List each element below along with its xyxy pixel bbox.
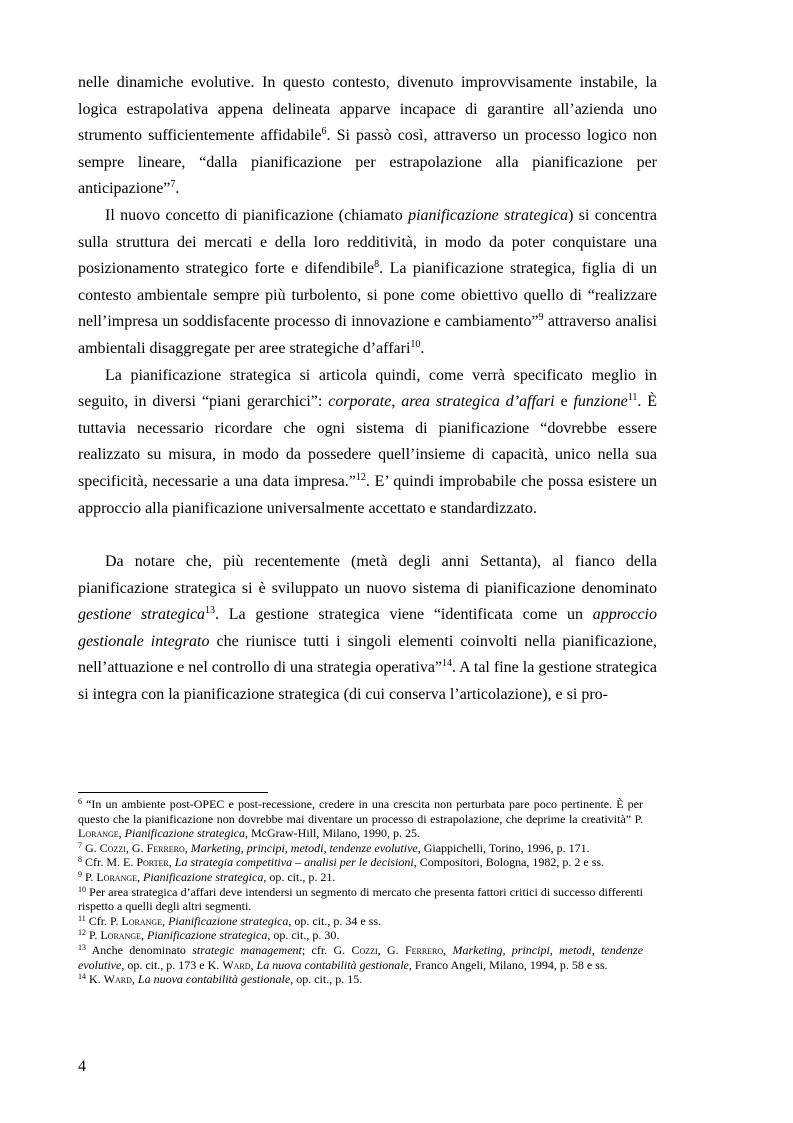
text-run: P. xyxy=(86,928,101,943)
italic-text: area strategica d’affari xyxy=(401,393,555,411)
italic-text: Pianificazione strategica xyxy=(143,869,264,884)
footnote xyxy=(78,885,643,914)
text-run: , Franco Angeli, Milano, 1994, p. 58 e ss. xyxy=(408,957,608,972)
footnote-ref: 12 xyxy=(355,471,366,483)
italic-text: Pianificazione strategica xyxy=(124,826,245,841)
text-run: attraverso analisi ambientali disaggregate per aree strategiche d’affari xyxy=(78,313,657,357)
italic-text: Marketing, principi, metodi, tendenze evolutive xyxy=(78,942,644,972)
author-name: Lorange xyxy=(96,869,138,884)
italic-text: gestione strategica xyxy=(78,606,206,624)
text-run: , xyxy=(137,869,144,884)
italic-text: strategic management xyxy=(192,942,302,957)
italic-text: Marketing, principi, metodi, tendenze evolutive xyxy=(190,840,418,855)
footnote xyxy=(78,972,643,987)
footnote xyxy=(78,928,643,943)
footnote xyxy=(78,855,643,870)
footnote-ref: 10 xyxy=(78,884,86,894)
text-run: P. xyxy=(82,869,97,884)
author-name: Cozzi xyxy=(351,942,378,957)
footnote xyxy=(78,870,643,885)
footnote-ref: 9 xyxy=(538,312,544,324)
footnote-separator xyxy=(78,792,268,793)
footnotes xyxy=(78,797,643,987)
italic-text: La strategia competitiva – analisi per le decisioni xyxy=(174,855,414,870)
text-run: , G. xyxy=(377,942,405,957)
text-run: , op. cit., p. 173 e K. xyxy=(121,957,223,972)
text-run: Per area strategica d’affari deve intendersi un segmento di mercato che presenta fattori critici di successo differenti rispetto a quelli degli altri segmenti. xyxy=(78,884,643,914)
italic-text: corporate xyxy=(328,393,392,411)
footnote-ref: 13 xyxy=(78,942,86,952)
text-run: Cfr. P. xyxy=(85,913,122,928)
italic-text: La nuova contabilità gestionale xyxy=(256,957,409,972)
main-text xyxy=(78,70,657,709)
footnote-ref: 8 xyxy=(374,259,380,271)
text-run: . xyxy=(420,339,425,357)
footnote-ref: 7 xyxy=(78,840,82,850)
footnote-ref: 13 xyxy=(205,605,216,617)
text-run: Cfr. M. E. xyxy=(82,855,137,870)
italic-text: pianificazione strategica xyxy=(408,206,569,224)
text-run: , xyxy=(141,928,148,943)
text-run: . A tal fine la gestione strategica si integra con la pianificazione strategica (di cui conserva l’articolazione), e si pro- xyxy=(78,659,658,704)
author-name: Lorange xyxy=(78,826,119,841)
footnote-ref: 11 xyxy=(78,913,86,923)
italic-text: La nuova contabilità gestionale xyxy=(137,972,291,987)
text-run: che riunisce tutti i singoli elementi coinvolti nella pianificazione, nell’attuazione e nel controllo di una strategia operativa” xyxy=(78,632,657,677)
footnote-ref: 9 xyxy=(78,869,82,879)
footnote xyxy=(78,914,643,929)
text-run: “In un ambiente post-OPEC e post-recessione, credere in una crescita non perturbata pare poco pertinente. È per questo che la pianificazione non dovrebbe mai diventare un processo di estrapolazione, che deprime la creatività” P. xyxy=(78,797,643,826)
footnote-ref: 6 xyxy=(78,797,82,806)
text-run: . Si passò così, attraverso un processo logico non sempre lineare, “dalla pianificazione per estrapolazione alla pianificazione per anticipazione” xyxy=(78,127,657,198)
text-run: . La pianificazione strategica, figlia di un contesto ambientale sempre più turbolento, si pone come obiettivo quello di “realizzare nell’impresa un soddisfacente processo di innovazione e cambiamento” xyxy=(78,260,658,331)
author-name: Ward xyxy=(222,957,251,972)
text-run: La pianificazione strategica si articola quindi, come verrà specificato meglio in seguito, in diversi “piani gerarchici”: xyxy=(78,366,657,411)
text-run: , xyxy=(131,972,138,987)
text-run: , op. cit., p. 21. xyxy=(263,869,336,884)
author-name: Ward xyxy=(103,972,132,987)
text-run: , xyxy=(250,957,257,972)
text-run: , McGraw-Hill, Milano, 1990, p. 25. xyxy=(245,826,420,841)
italic-text: Pianificazione strategica xyxy=(147,928,268,943)
text-run: Da notare che, più recentemente (metà degli anni Settanta), al fianco della pianificazione strategica si è sviluppato un nuovo sistema di pianificazione denominato xyxy=(78,553,657,597)
footnote-ref: 14 xyxy=(442,658,453,670)
text-run: K. xyxy=(86,972,104,987)
text-run: , xyxy=(443,942,453,957)
text-run: Anche denominato xyxy=(86,942,193,957)
text-run: G. xyxy=(82,840,100,855)
author-name: Cozzi xyxy=(99,840,126,855)
footnote-ref: 12 xyxy=(78,928,86,938)
text-run: , xyxy=(168,855,175,870)
text-run: , op. cit., p. 34 e ss. xyxy=(288,913,382,928)
paragraph xyxy=(78,203,657,363)
footnote xyxy=(78,797,643,841)
footnote-ref: 8 xyxy=(78,855,82,865)
text-run: ) si concentra sulla struttura dei mercati e della loro redditività, in modo da poter conquistare una posizionamento strategico forte e difendibile xyxy=(78,206,657,278)
author-name: Ferrero xyxy=(404,942,444,957)
text-run: , xyxy=(162,913,169,928)
footnote xyxy=(78,943,643,972)
text-run: , xyxy=(184,840,191,855)
author-name: Porter xyxy=(136,855,169,870)
paragraph xyxy=(78,363,657,523)
text-run: , op. cit., p. 15. xyxy=(290,972,363,987)
footnote-ref: 14 xyxy=(78,972,86,982)
text-run: Il nuovo concetto di pianificazione (chiamato xyxy=(105,206,409,224)
text-run: , Giappichelli, Torino, 1996, p. 171. xyxy=(417,840,590,855)
text-run: . E’ quindi improbabile che possa esistere un approccio alla pianificazione universalmente accettato e standardizzato. xyxy=(78,472,657,517)
paragraph xyxy=(78,70,657,203)
text-run: , xyxy=(391,393,402,411)
author-name: Ferrero xyxy=(146,840,185,855)
text-run: , op. cit., p. 30. xyxy=(267,928,340,943)
footnote xyxy=(78,841,643,856)
paragraph-gap xyxy=(78,522,657,549)
page-number: 4 xyxy=(78,1058,86,1075)
footnote-ref: 6 xyxy=(321,126,327,138)
text-run: ; cfr. G. xyxy=(301,942,352,957)
page-body xyxy=(78,70,657,709)
text-run: , Compositori, Bologna, 1982, p. 2 e ss. xyxy=(413,855,605,870)
text-run: . xyxy=(175,180,180,198)
text-run: e xyxy=(554,393,574,411)
text-run: , G. xyxy=(125,840,147,855)
footnote-ref: 7 xyxy=(170,179,176,191)
text-run: . La gestione strategica viene “identificata come un xyxy=(215,606,593,624)
author-name: Lorange xyxy=(121,913,163,928)
italic-text: funzione xyxy=(573,393,628,411)
footnote-ref: 10 xyxy=(410,338,421,350)
italic-text: Pianificazione strategica xyxy=(168,913,289,928)
footnote-ref: 11 xyxy=(627,392,638,404)
author-name: Lorange xyxy=(100,928,142,943)
italic-text: approccio gestionale integrato xyxy=(78,606,657,650)
text-run: , xyxy=(118,826,125,841)
paragraph xyxy=(78,549,657,709)
text-run: nelle dinamiche evolutive. In questo contesto, divenuto improvvisamente instabile, la logica estrapolativa appena delineata apparve incapace di garantire all’azienda uno strumento sufficientemente affidabile xyxy=(78,74,657,145)
text-run: . È tuttavia necessario ricordare che ogni sistema di pianificazione “dovrebbe essere realizzato su misura, in modo da possedere quell’insieme di capacità, unico nella sua specificità, necessarie a una data impresa.” xyxy=(78,393,657,490)
